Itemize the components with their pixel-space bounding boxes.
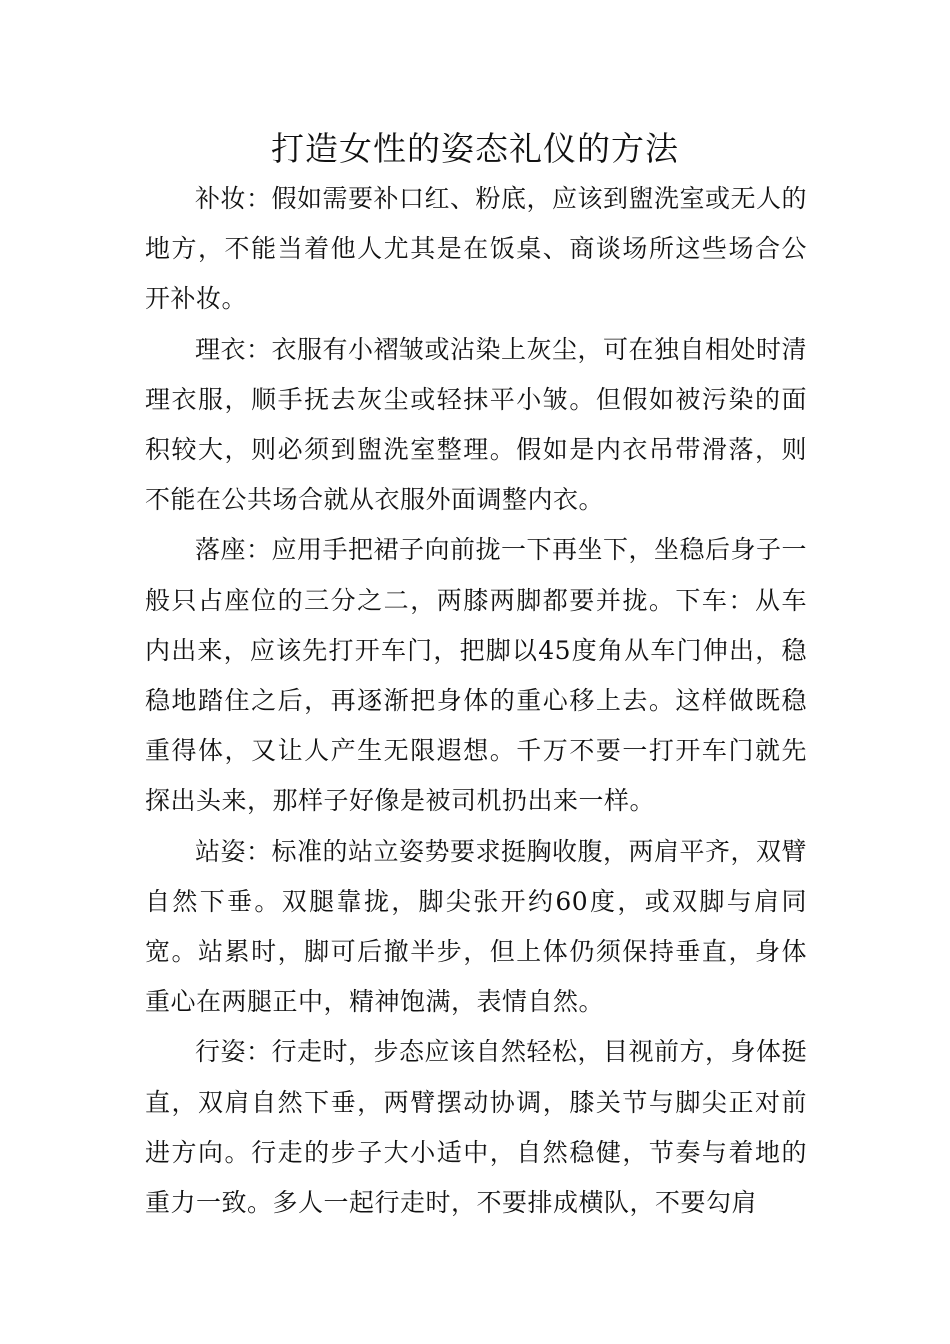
paragraph-standing: 站姿：标准的站立姿势要求挺胸收腹，两肩平齐，双臂自然下垂。双腿靠拢，脚尖张开约60度，或双脚与肩同宽。站累时，脚可后撤半步，但上体仍须保持垂直，身体重心在两腿正中，精神饱满，表情自然。 xyxy=(145,836,808,1017)
document-title: 打造女性的姿态礼仪的方法 xyxy=(271,129,679,168)
paragraph-sitting: 落座：应用手把裙子向前拢一下再坐下，坐稳后身子一般只占座位的三分之二，两膝两脚都要并拢。下车：从车内出来，应该先打开车门，把脚以45度角从车门伸出，稳稳地踏住之后，再逐渐把身体的重心移上去。这样做既稳重得体，又让人产生无限遐想。千万不要一打开车门就先探出头来，那样子好像是被司机扔出来一样。 xyxy=(145,535,808,816)
paragraph-walking: 行姿：行走时，步态应该自然轻松，目视前方，身体挺直，双肩自然下垂，两臂摆动协调，膝关节与脚尖正对前进方向。行走的步子大小适中，自然稳健，节奏与着地的重力一致。多人一起行走时，不要排成横队，不要勾肩 xyxy=(145,1037,808,1218)
document-body xyxy=(145,174,807,1228)
paragraph-clothing: 理衣：衣服有小褶皱或沾染上灰尘，可在独自相处时清理衣服，顺手抚去灰尘或轻抹平小皱。但假如被污染的面积较大，则必须到盥洗室整理。假如是内衣吊带滑落，则不能在公共场合就从衣服外面调整内衣。 xyxy=(145,334,808,515)
paragraph-makeup: 补妆：假如需要补口红、粉底，应该到盥洗室或无人的地方，不能当着他人尤其是在饭桌、商谈场所这些场合公开补妆。 xyxy=(145,184,808,314)
